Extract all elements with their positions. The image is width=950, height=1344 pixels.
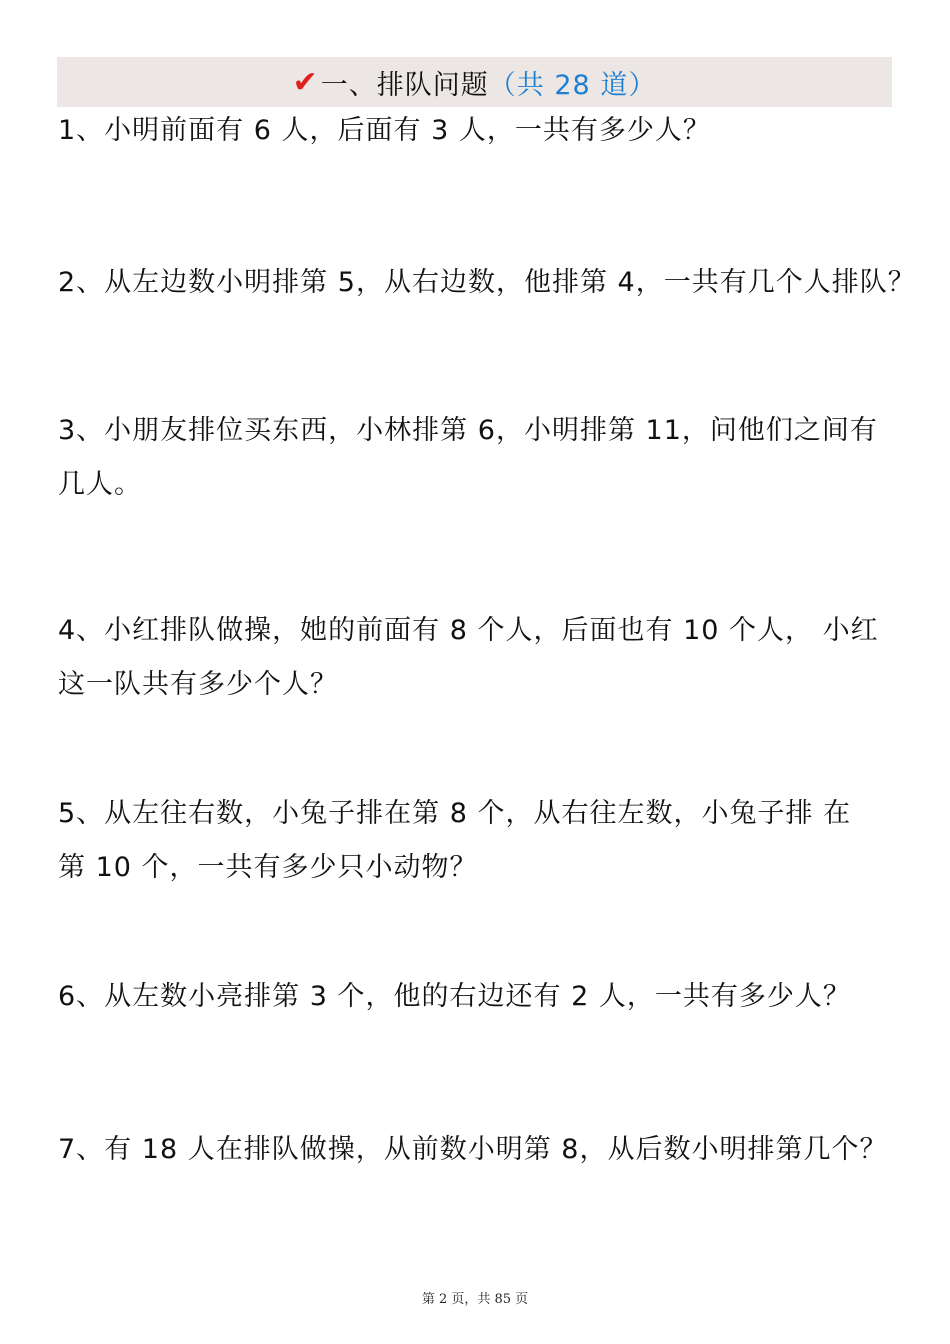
checkmark-icon: ✔: [292, 64, 319, 100]
section-title: 一、排队问题: [320, 69, 489, 101]
question-4: [58, 604, 898, 712]
question-line: 7、有 18 人在排队做操，从前数小明第 8，从后数小明排第几个？: [58, 1134, 888, 1165]
question-line: 这一队共有多少个人？: [58, 669, 338, 700]
question-line: 5、从左往右数，小兔子排在第 8 个，从右往左数，小兔子排 在: [58, 798, 852, 829]
question-5: [58, 787, 898, 895]
question-line: 1、小明前面有 6 人，后面有 3 人，一共有多少人？: [58, 115, 711, 146]
question-line: 几人。: [58, 469, 142, 500]
question-line: 3、小朋友排位买东西，小林排第 6，小明排第 11，问他们之间有: [58, 415, 878, 446]
question-2: [58, 256, 916, 310]
question-line: 6、从左数小亮排第 3 个，他的右边还有 2 人，一共有多少人？: [58, 981, 851, 1012]
question-1: [58, 104, 898, 158]
section-header: [57, 57, 892, 107]
question-6: [58, 970, 898, 1024]
page-footer: 第 2 页，共 85 页: [421, 1292, 529, 1307]
question-7: [58, 1123, 898, 1177]
question-count: （共 28 道）: [488, 69, 657, 101]
question-line: 4、小红排队做操，她的前面有 8 个人，后面也有 10 个人， 小红: [58, 615, 879, 646]
question-line: 第 10 个，一共有多少只小动物？: [58, 852, 478, 883]
question-3: [58, 404, 898, 512]
question-line: 2、从左边数小明排第 5，从右边数，他排第 4，一共有几个人排队？: [58, 267, 916, 298]
